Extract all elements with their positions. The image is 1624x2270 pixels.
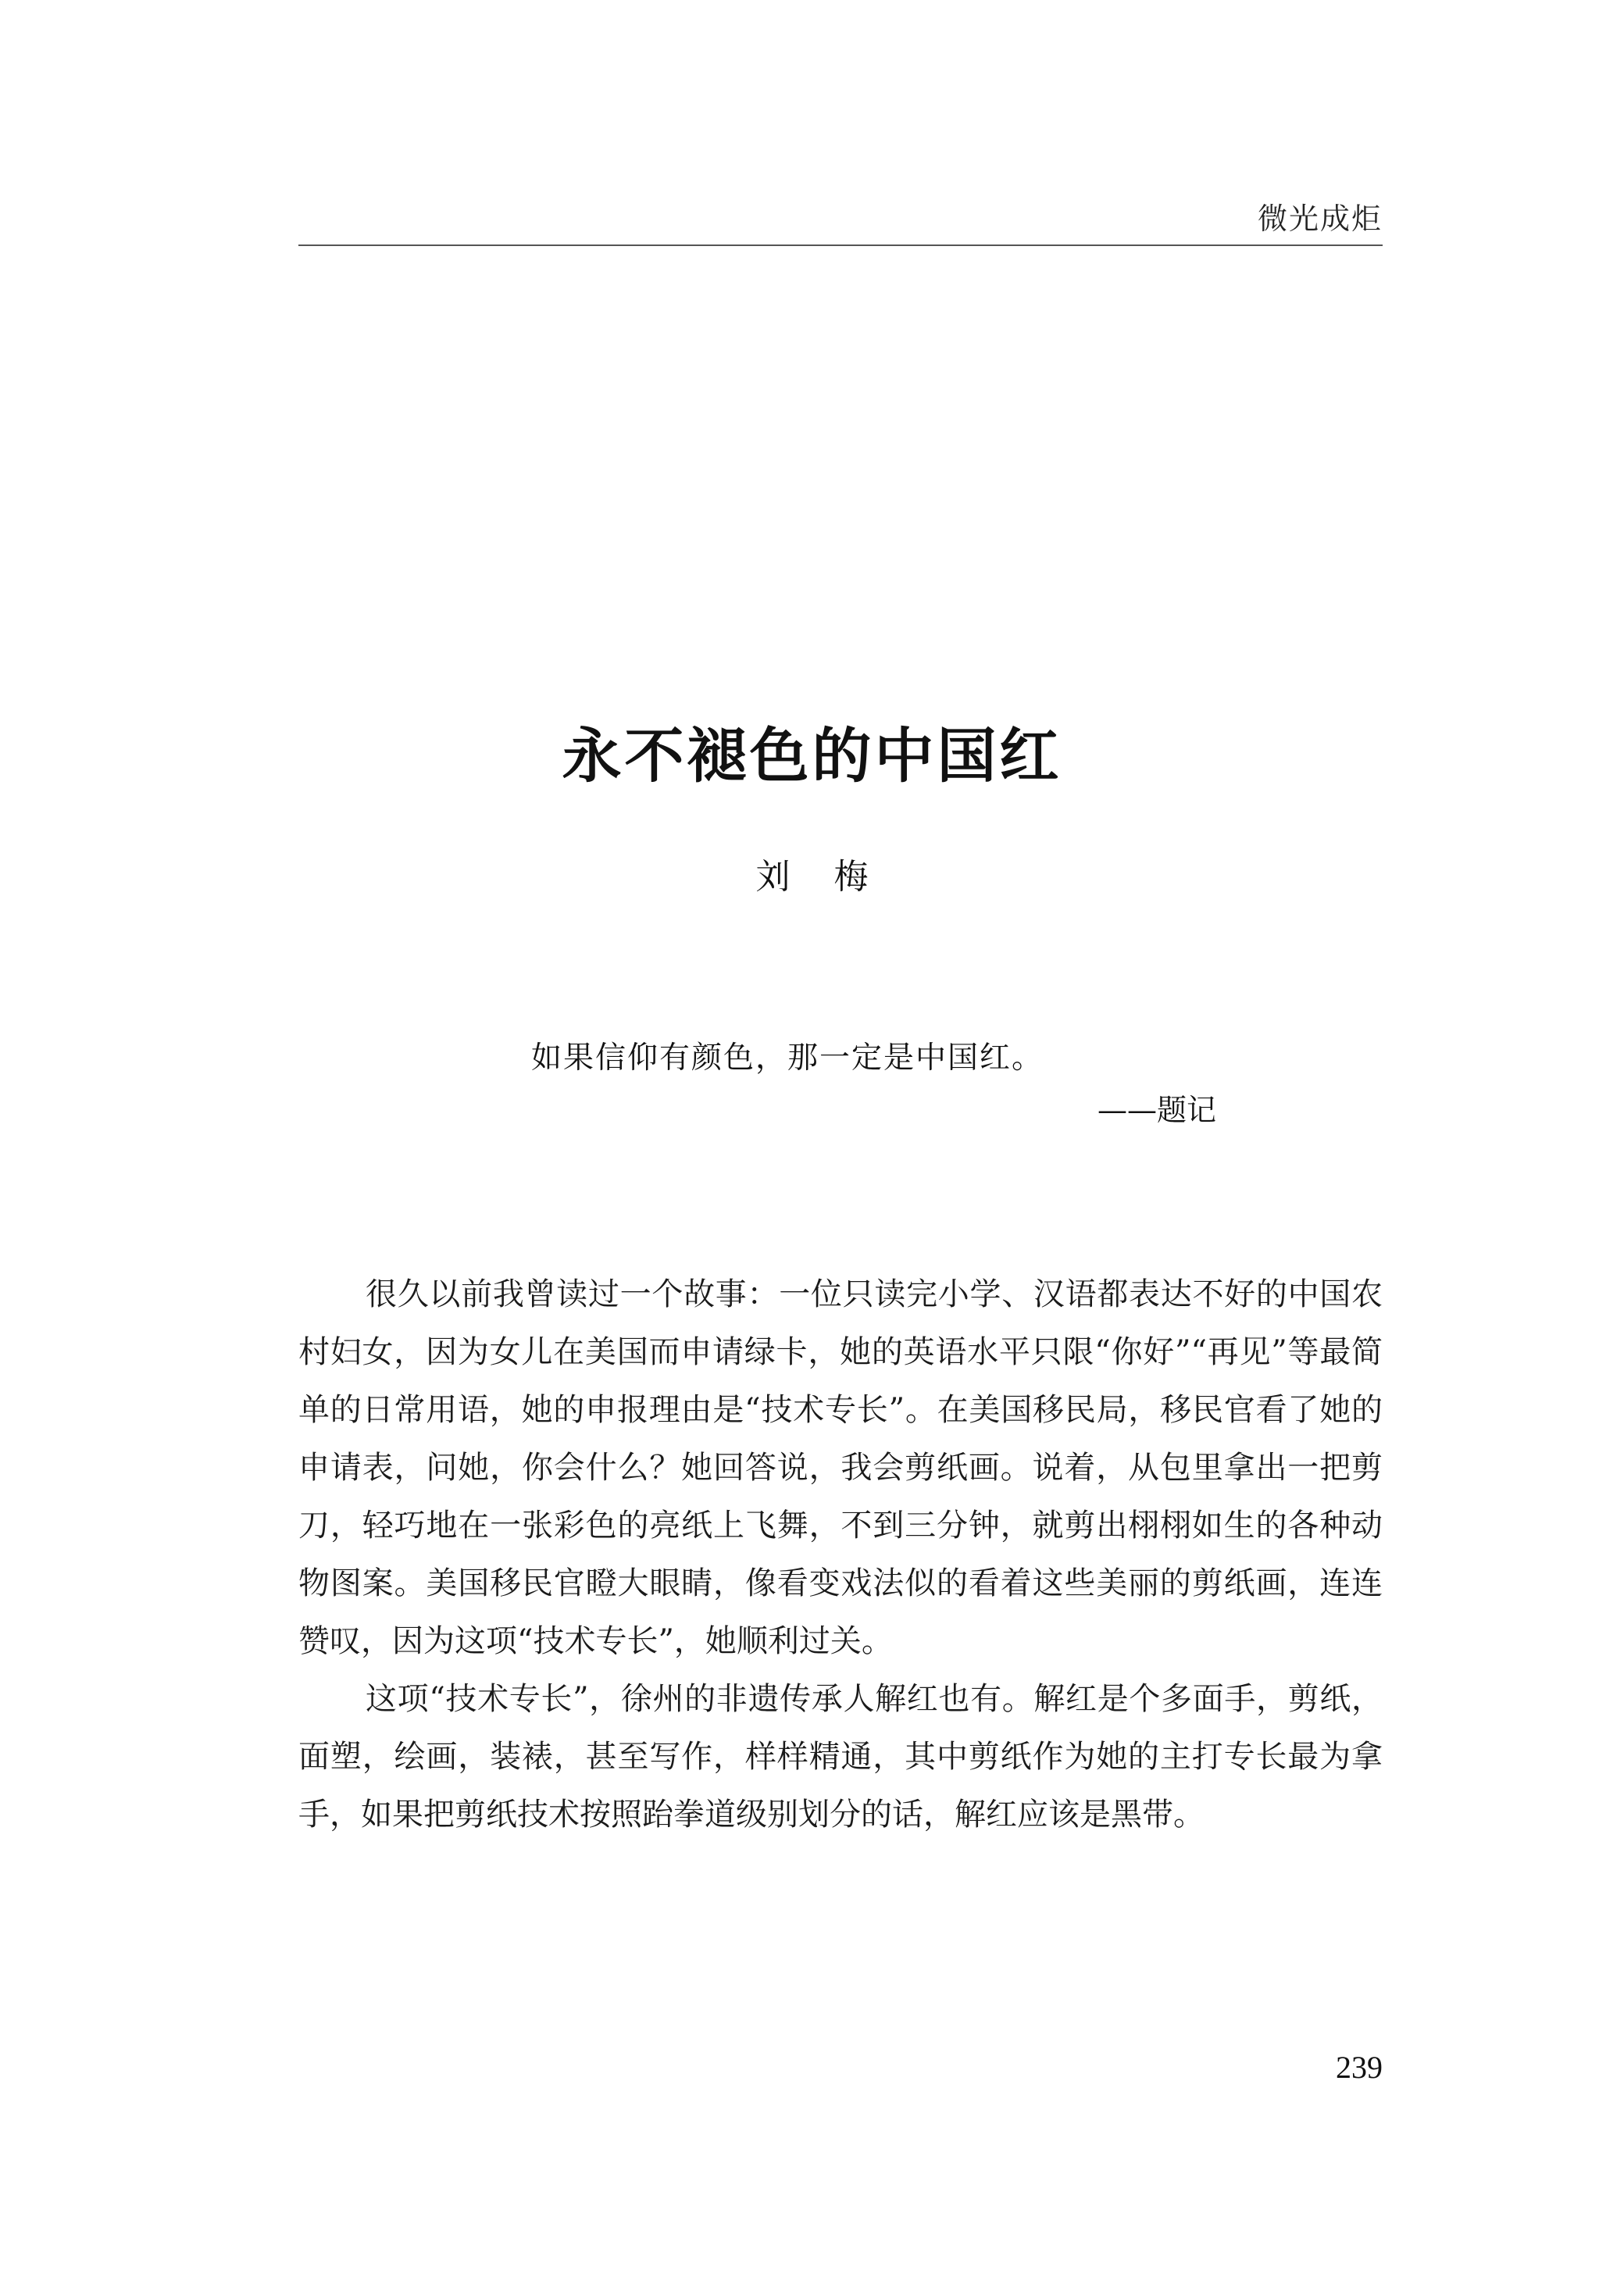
author-family-name: 梅 [833, 857, 869, 897]
epigraph: 如果信仰有颜色，那一定是中国红。 [531, 1040, 1044, 1076]
epigraph-source: ——题记 [1098, 1093, 1217, 1127]
page-number: 239 [1336, 2050, 1383, 2085]
running-head: 微光成炬 [1257, 202, 1383, 236]
author-byline [0, 854, 1624, 901]
paragraph: 这项“技术专长”，徐州的非遗传承人解红也有。解红是个多面手，剪纸，面塑，绘画，装裱，甚至写作，样样精通，其中剪纸作为她的主打专长最为拿手，如果把剪纸技术按照跆拳道级别划分的话，解红应该是黑带。 [298, 1681, 1383, 1833]
header-rule [298, 244, 1383, 246]
article-title: 永不褪色的中国红 [562, 721, 1062, 791]
article-body [298, 1265, 1383, 1843]
author-given-name: 刘 [755, 857, 791, 897]
paragraph: 很久以前我曾读过一个故事：一位只读完小学、汉语都表达不好的中国农村妇女，因为女儿在美国而申请绿卡，她的英语水平只限“你好”“再见”等最简单的日常用语，她的申报理由是“技术专长”。在美国移民局，移民官看了她的申请表，问她，你会什么？她回答说，我会剪纸画。说着，从包里拿出一把剪刀，轻巧地在一张彩色的亮纸上飞舞，不到三分钟，就剪出栩栩如生的各种动物图案。美国移民官瞪大眼睛，像看变戏法似的看着这些美丽的剪纸画，连连赞叹，因为这项“技术专长”，她顺利过关。 [298, 1276, 1383, 1659]
